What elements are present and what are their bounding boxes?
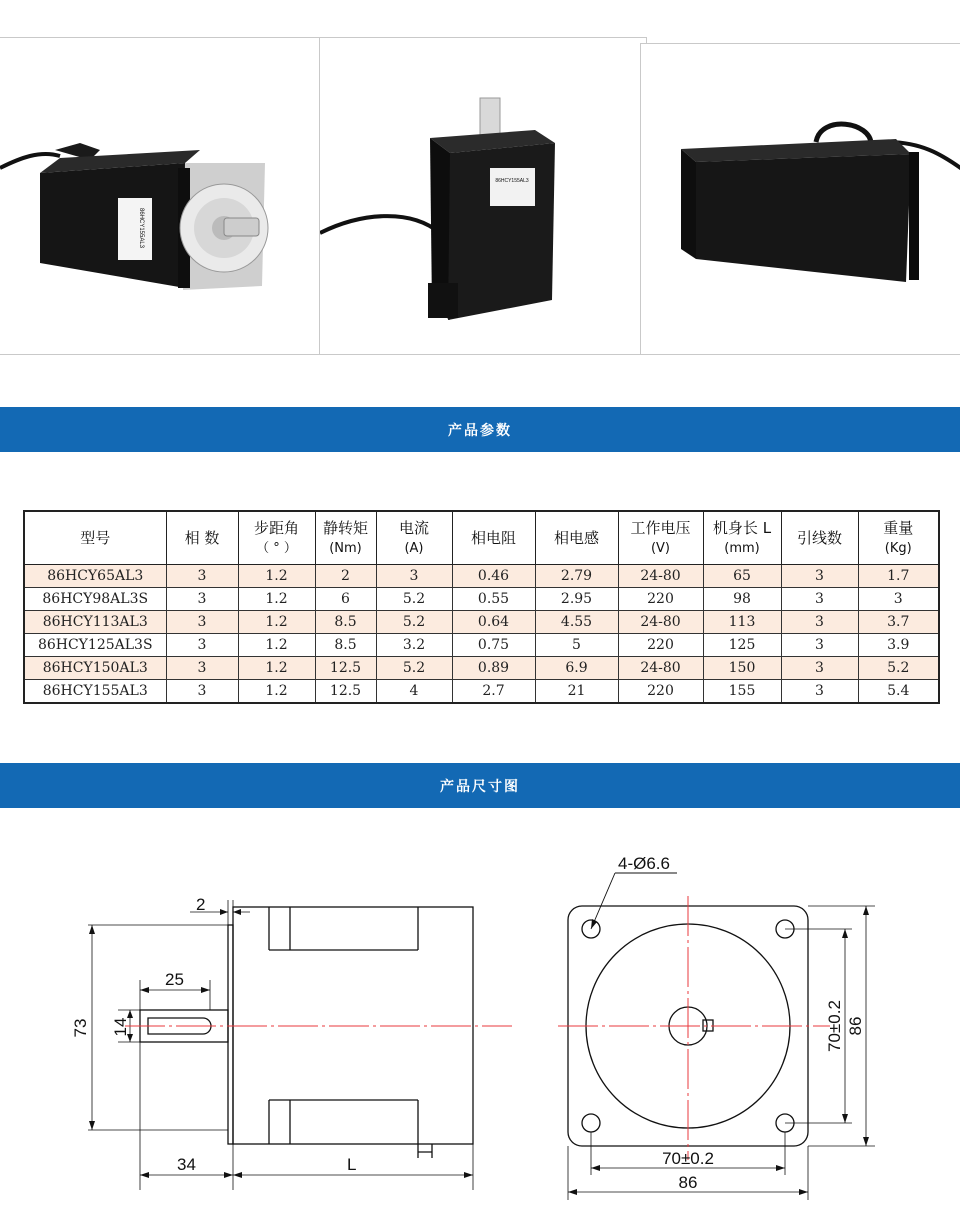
header-holding-torque: 静转矩 (Nm) bbox=[315, 511, 376, 565]
table-cell: 0.89 bbox=[452, 657, 535, 680]
header-voltage: 工作电压 (V) bbox=[618, 511, 703, 565]
table-cell: 12.5 bbox=[315, 680, 376, 704]
dim-shaft-length: 25 bbox=[165, 970, 184, 989]
table-cell: 24-80 bbox=[618, 611, 703, 634]
table-cell: 3.7 bbox=[858, 611, 939, 634]
dim-shaft-diameter: 14 bbox=[111, 1017, 130, 1037]
table-cell: 8.5 bbox=[315, 634, 376, 657]
table-cell: 21 bbox=[535, 680, 618, 704]
motor-nameplate-text: 86HCY155AL3 bbox=[138, 207, 144, 249]
table-cell: 1.2 bbox=[238, 657, 315, 680]
table-cell: 0.55 bbox=[452, 588, 535, 611]
table-cell: 5.2 bbox=[858, 657, 939, 680]
header-current: 电流 (A) bbox=[376, 511, 452, 565]
table-cell: 3 bbox=[166, 565, 238, 588]
table-cell: 98 bbox=[703, 588, 781, 611]
table-cell: 1.2 bbox=[238, 565, 315, 588]
dim-body-length: L bbox=[347, 1155, 357, 1174]
table-cell: 3 bbox=[376, 565, 452, 588]
table-row bbox=[24, 588, 939, 611]
dim-mounting-holes: 4-Ø6.6 bbox=[618, 854, 670, 873]
table-cell: 155 bbox=[703, 680, 781, 704]
table-cell: 3 bbox=[166, 611, 238, 634]
section-banner-dimensions bbox=[0, 763, 960, 808]
table-cell: 1.2 bbox=[238, 588, 315, 611]
table-cell: 3 bbox=[781, 680, 858, 704]
dim-body-height: 73 bbox=[71, 1018, 90, 1038]
table-cell: 5.4 bbox=[858, 680, 939, 704]
table-cell: 3 bbox=[781, 634, 858, 657]
table-cell: 2.95 bbox=[535, 588, 618, 611]
header-phases: 相 数 bbox=[166, 511, 238, 565]
table-cell: 86HCY113AL3 bbox=[24, 611, 166, 634]
table-row bbox=[24, 634, 939, 657]
header-weight: 重量 (Kg) bbox=[858, 511, 939, 565]
table-row bbox=[24, 680, 939, 704]
table-cell: 113 bbox=[703, 611, 781, 634]
table-cell: 3.9 bbox=[858, 634, 939, 657]
table-cell: 3 bbox=[858, 588, 939, 611]
table-cell: 24-80 bbox=[618, 565, 703, 588]
table-cell: 3 bbox=[166, 634, 238, 657]
table-row bbox=[24, 657, 939, 680]
section-title-params: 产品参数 bbox=[448, 422, 512, 439]
table-cell: 86HCY150AL3 bbox=[24, 657, 166, 680]
table-cell: 65 bbox=[703, 565, 781, 588]
table-cell: 3.2 bbox=[376, 634, 452, 657]
table-cell: 3 bbox=[781, 588, 858, 611]
table-cell: 1.7 bbox=[858, 565, 939, 588]
header-body-length: 机身长 L (mm) bbox=[703, 511, 781, 565]
dim-flange-thickness: 2 bbox=[196, 895, 206, 914]
table-cell: 4 bbox=[376, 680, 452, 704]
side-view-drawing bbox=[0, 830, 520, 1228]
table-cell: 3 bbox=[166, 680, 238, 704]
table-cell: 86HCY155AL3 bbox=[24, 680, 166, 704]
table-cell: 0.46 bbox=[452, 565, 535, 588]
table-cell: 3 bbox=[166, 588, 238, 611]
header-phase-resistance: 相电阻 bbox=[452, 511, 535, 565]
table-cell: 150 bbox=[703, 657, 781, 680]
table-cell: 3 bbox=[781, 611, 858, 634]
table-row bbox=[24, 611, 939, 634]
table-cell: 5.2 bbox=[376, 657, 452, 680]
table-cell: 220 bbox=[618, 588, 703, 611]
table-cell: 86HCY65AL3 bbox=[24, 565, 166, 588]
table-row bbox=[24, 565, 939, 588]
table-cell: 4.55 bbox=[535, 611, 618, 634]
header-step-angle: 步距角 （ ° ） bbox=[238, 511, 315, 565]
table-cell: 2.79 bbox=[535, 565, 618, 588]
table-cell: 1.2 bbox=[238, 611, 315, 634]
table-cell: 0.64 bbox=[452, 611, 535, 634]
table-cell: 0.75 bbox=[452, 634, 535, 657]
dim-boss-length: 34 bbox=[177, 1155, 196, 1174]
table-cell: 220 bbox=[618, 680, 703, 704]
table-cell: 3 bbox=[781, 657, 858, 680]
table-cell: 1.2 bbox=[238, 680, 315, 704]
table-cell: 5.2 bbox=[376, 588, 452, 611]
dim-hole-spacing-vertical: 70±0.2 bbox=[825, 1000, 844, 1052]
dim-width: 86 bbox=[678, 1173, 698, 1192]
table-cell: 1.2 bbox=[238, 634, 315, 657]
table-cell: 86HCY98AL3S bbox=[24, 588, 166, 611]
section-banner-params bbox=[0, 407, 960, 452]
product-photo-side bbox=[0, 37, 320, 355]
table-cell: 6.9 bbox=[535, 657, 618, 680]
table-cell: 2.7 bbox=[452, 680, 535, 704]
table-cell: 5.2 bbox=[376, 611, 452, 634]
motor-nameplate-text-front: 86HCY155AL3 bbox=[495, 178, 529, 184]
header-phase-inductance: 相电感 bbox=[535, 511, 618, 565]
table-cell: 86HCY125AL3S bbox=[24, 634, 166, 657]
table-header-row bbox=[24, 511, 939, 565]
table-cell: 2 bbox=[315, 565, 376, 588]
dim-height: 86 bbox=[846, 1016, 865, 1036]
table-cell: 3 bbox=[166, 657, 238, 680]
dim-hole-spacing-horizontal: 70±0.2 bbox=[662, 1149, 714, 1168]
spec-table bbox=[23, 510, 940, 704]
table-cell: 3 bbox=[781, 565, 858, 588]
header-model: 型号 bbox=[24, 511, 166, 565]
header-lead-count: 引线数 bbox=[781, 511, 858, 565]
product-photo-front bbox=[319, 37, 647, 355]
table-cell: 125 bbox=[703, 634, 781, 657]
table-cell: 24-80 bbox=[618, 657, 703, 680]
table-cell: 8.5 bbox=[315, 611, 376, 634]
section-title-dimensions: 产品尺寸图 bbox=[440, 778, 520, 795]
product-photo-back bbox=[640, 43, 960, 355]
table-cell: 12.5 bbox=[315, 657, 376, 680]
table-cell: 5 bbox=[535, 634, 618, 657]
table-cell: 220 bbox=[618, 634, 703, 657]
table-cell: 6 bbox=[315, 588, 376, 611]
front-view-drawing bbox=[540, 840, 960, 1228]
